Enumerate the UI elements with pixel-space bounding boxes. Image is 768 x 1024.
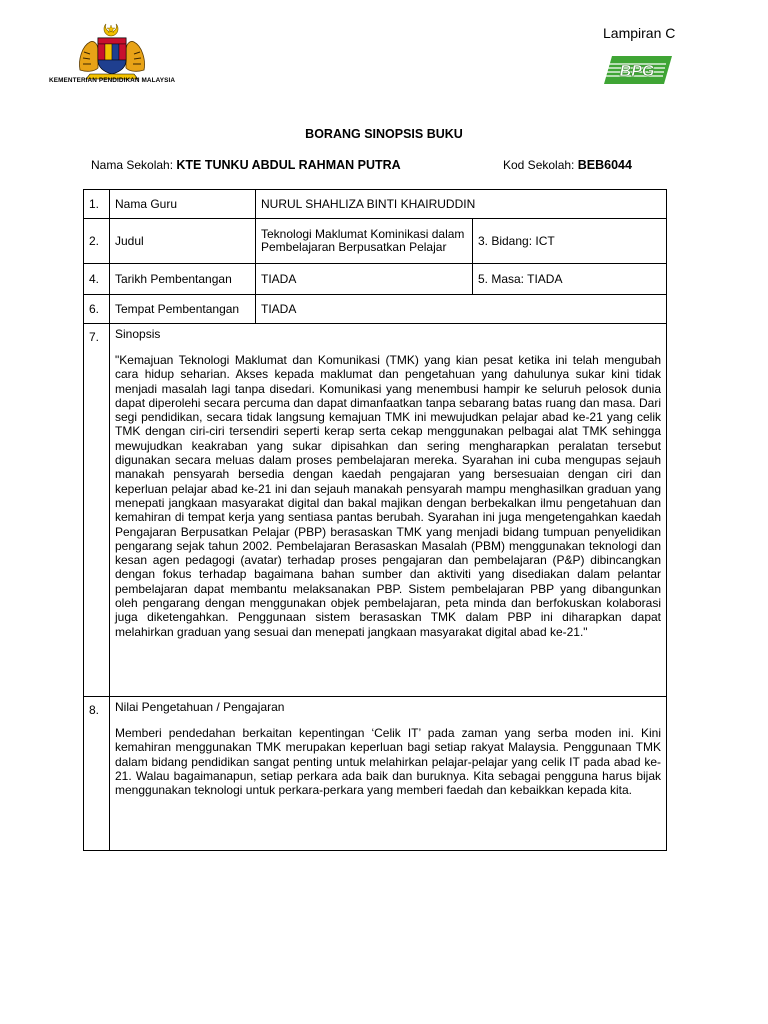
school-code-label: Kod Sekolah: [503,158,575,172]
lampiran-label: Lampiran C [603,25,676,41]
ministry-name: KEMENTERIAN PENDIDIKAN MALAYSIA [49,77,176,84]
row-number: 1. [84,190,110,219]
table-row [84,295,667,324]
table-row [84,190,667,219]
school-code-row [503,158,632,172]
field-label: Judul [110,219,256,264]
table-row [84,219,667,264]
value-text: Memberi pendedahan berkaitan kepentingan ‘Celik IT’ pada zaman yang serba moden ini. Kini kemahiran menggunakan TMK merupakan keperluan bagi setiap rakyat Malaysia. Penggunaan TMK dalam bidang pendidikan sangat penting untuk melahirkan pelajar-pelajar yang celik IT pada abad ke-21. Walau bagaimanapun, setiap perkara ada baik dan buruknya. Kita sebagai pengguna harus bijak menggunakan teknologi untuk perkara-perkara yang memberi faedah dan kebaikkan kepada kita. [115,726,662,798]
table-row [84,264,667,295]
school-name-label: Nama Sekolah: [91,158,174,172]
malaysia-coat-of-arms-icon [76,22,148,80]
svg-text:BPG: BPG [619,63,655,80]
book-title-value: Teknologi Maklumat Kominikasi dalam Pembelajaran Berpusatkan Pelajar [256,219,473,264]
school-code-value: BEB6044 [577,158,632,172]
presentation-place-value: TIADA [256,295,667,324]
field-bidang: 3. Bidang: ICT [473,219,667,264]
field-label: Tarikh Pembentangan [110,264,256,295]
school-name-value: KTE TUNKU ABDUL RAHMAN PUTRA [176,158,401,172]
table-row [84,324,667,697]
row-number: 7. [84,324,110,697]
presentation-date-value: TIADA [256,264,473,295]
school-name-row [91,158,401,172]
table-row [84,697,667,851]
section-heading: Nilai Pengetahuan / Pengajaran [115,700,285,714]
row-number: 4. [84,264,110,295]
field-label: Nama Guru [110,190,256,219]
synopsis-text: "Kemajuan Teknologi Maklumat dan Komunikasi (TMK) yang kian pesat ketika ini telah mengubah cara hidup seharian. Akses kepada maklumat dan pengetahuan yang dahulunya sukar kini tidak menjadi masalah lagi tanpa disedari. Komunikasi yang menembusi hampir ke seluruh pelosok dunia dapat diperolehi secara percuma dan dapat dimanfaatkan tanpa sebarang batas ruang dan masa. Dari segi pendidikan, secara tidak langsung kemajuan TMK ini mewujudkan pelajar abad ke-21 yang celik TMK dengan ciri-ciri tersendiri seperti kerap serta cekap menggunakan pelbagai alat TMK sehingga mewujudkan keakraban yang sukar dipisahkan dan sering mengharapkan peralatan tersebut digunakan secara meluas dalam proses pembelajaran mereka. Syarahan ini cuba mengupas sejauh manakah pensyarah bersedia dengan kaedah pengajaran yang bersesuaian dengan ciri dan keperluan pelajar abad ke-21 ini dan sejauh manakah pensyarah mampu menghasilkan graduan yang menepati jangkaan masyarakat digital dan bakal majikan dengan berbekalkan ilmu pengetahuan dan kemahiran di tempat kerja yang sentiasa pantas berubah. Syarahan ini juga mengetengahkan kaedah Pengajaran Berpusatkan Pelajar (PBP) berasaskan TMK yang menjadi bidang tumpuan penyelidikan pengarang sejak tahun 2002. Pembelajaran Berasaskan Masalah (PBM) menggunakan teknologi dan kesan agen pedagogi (avatar) terhadap proses pengajaran dan pembelajaran (P&P) dibincangkan dengan fokus terhadap bagaimana bahan sumber dan aktiviti yang disediakan dalam pelantar pembelajaran dapat membantu melaksanakan PBP. Sistem pembelajaran PBP yang dibangunkan oleh pengarang dengan menggunakan objek pembelajaran, peta minda dan berfokuskan kolaborasi juga diketengahkan. Penggunaan sistem berasaskan TMK dalam PBP ini diharapkan dapat melahirkan graduan yang sesuai dan menepati jangkaan masyarakat digital abad ke-21." [115,353,662,639]
row-number: 8. [84,697,110,851]
section-heading: Sinopsis [115,327,161,341]
synopsis-form-table [83,189,667,851]
bpg-logo-icon [604,52,672,88]
field-masa: 5. Masa: TIADA [473,264,667,295]
field-label: Tempat Pembentangan [110,295,256,324]
synopsis-cell [110,324,667,697]
row-number: 2. [84,219,110,264]
value-cell [110,697,667,851]
row-number: 6. [84,295,110,324]
teacher-name-value: NURUL SHAHLIZA BINTI KHAIRUDDIN [256,190,667,219]
form-title: BORANG SINOPSIS BUKU [305,127,463,141]
